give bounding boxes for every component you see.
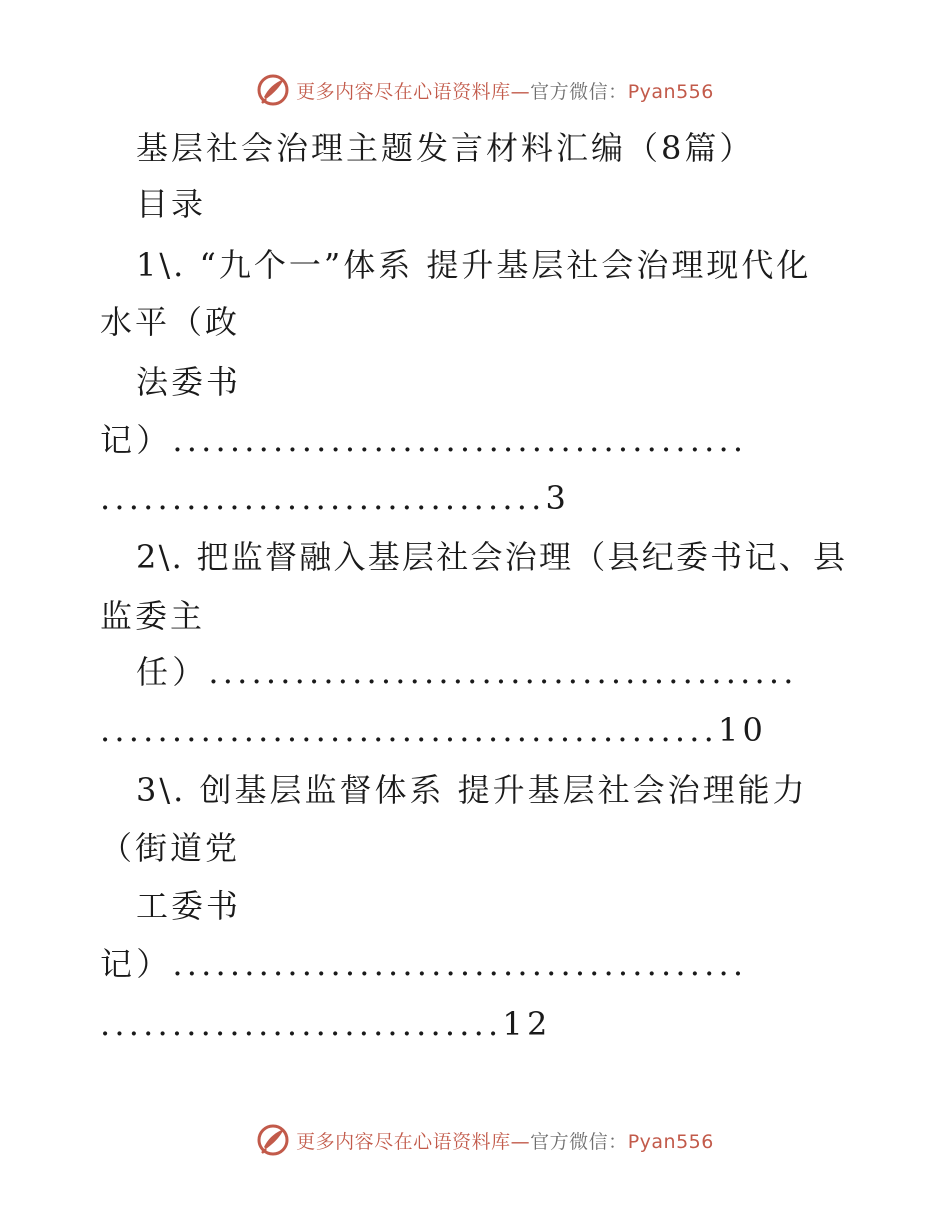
header-separator: — [510,80,531,103]
toc-entry-1-line4: 记）........................................ [100,421,748,459]
header-official-text: 官方微信： [530,80,628,103]
quill-logo-icon [256,1123,290,1157]
toc-entry-2-line2: 监委主 [100,597,206,635]
toc-entry-1-line5: ...............................3 [100,479,571,517]
toc-entry-3-line4: 记）........................................ [100,945,748,983]
toc-entry-3-line2: （街道党 [100,829,241,867]
footer-wechat-id: Pyan556 [627,1130,714,1153]
footer-separator: — [510,1130,531,1153]
toc-entry-1-line2: 水平（政 [100,303,241,341]
footer-banner-text [296,1127,714,1154]
toc-entry-1-line1: 1\. “九个一”体系 提升基层社会治理现代化 [136,246,812,284]
footer-official-text: 官方微信： [530,1130,628,1153]
footer-site-text: 更多内容尽在心语资料库 [296,1130,511,1153]
footer-banner [0,1120,950,1160]
toc-entry-3-line5: ............................12 [100,1005,552,1043]
toc-entry-2-line3: 任）......................................... [136,653,798,691]
toc-entry-3-line3: 工委书 [136,887,242,925]
toc-entry-3-line1: 3\. 创基层监督体系 提升基层社会治理能力 [136,771,808,809]
toc-heading: 目录 [136,185,207,223]
footer-banner-inner [256,1123,714,1157]
toc-entry-1-line3: 法委书 [136,363,242,401]
toc-entry-2-line4: ...........................................10 [100,711,768,749]
document-title: 基层社会治理主题发言材料汇编（8篇） [136,129,755,167]
header-site-text: 更多内容尽在心语资料库 [296,80,511,103]
toc-entry-2-line1: 2\. 把监督融入基层社会治理（县纪委书记、县 [136,538,848,576]
header-wechat-id: Pyan556 [627,80,714,103]
